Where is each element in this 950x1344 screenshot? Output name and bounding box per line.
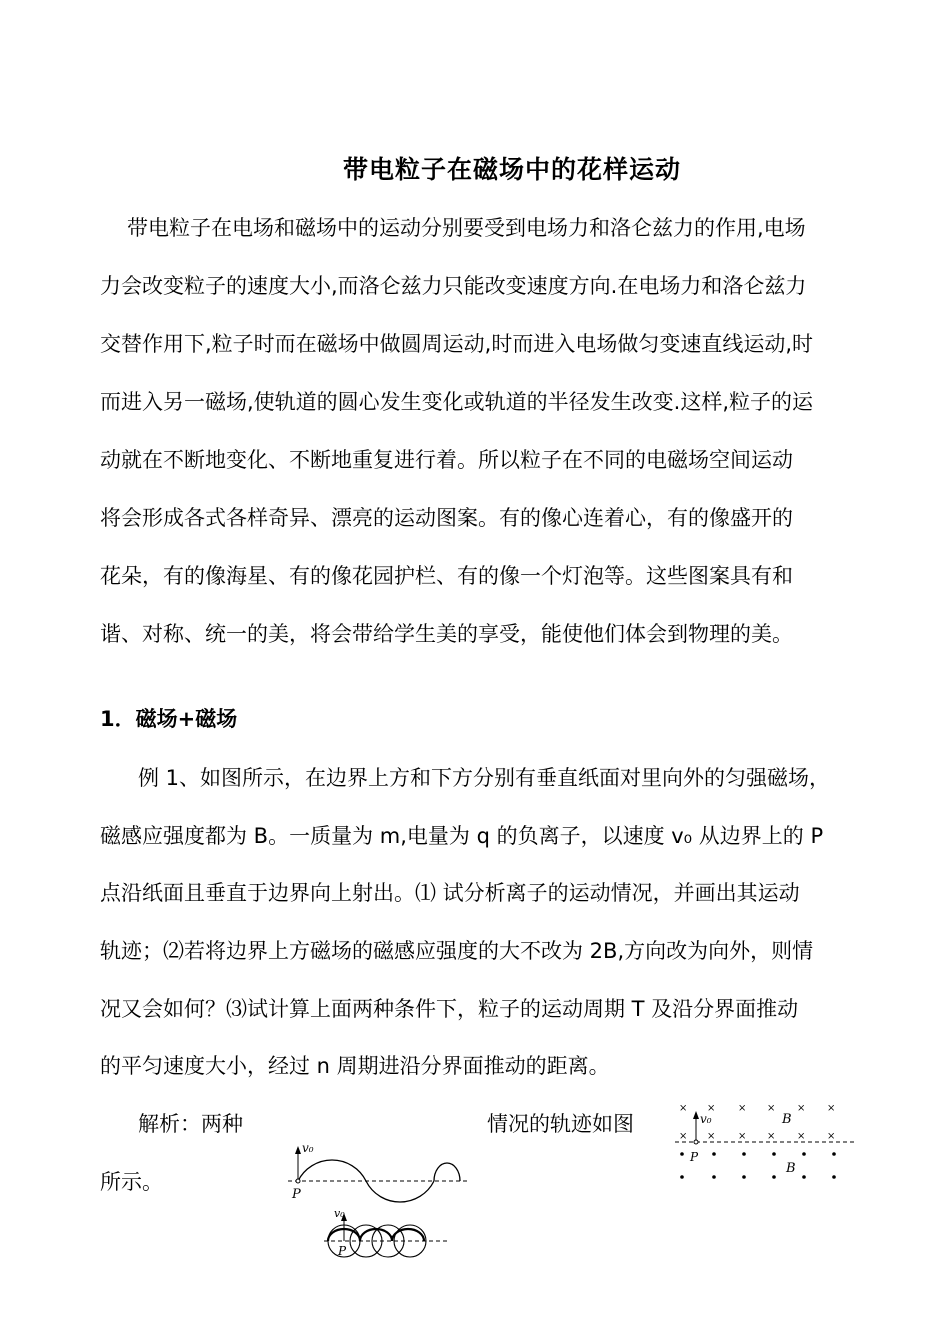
svg-text:×: × xyxy=(827,1103,836,1114)
svg-text:×: × xyxy=(767,1103,776,1114)
point-p-label: P xyxy=(338,1244,347,1258)
svg-text:×: × xyxy=(738,1131,747,1142)
svg-text:×: × xyxy=(827,1131,836,1142)
example-line: 轨迹；⑵若将边界上方磁场的磁感应强度的大不改为 2B,方向改为向外，则情 xyxy=(100,939,814,963)
intro-line: 带电粒子在电场和磁场中的运动分别要受到电场力和洛仑兹力的作用,电场 xyxy=(127,216,806,240)
intro-line: 花朵，有的像海星、有的像花园护栏、有的像一个灯泡等。这些图案具有和 xyxy=(100,564,793,588)
intro-line: 交替作用下,粒子时而在磁场中做圆周运动,时而进入电场做匀变速直线运动,时 xyxy=(100,332,814,356)
example-line: 例 1、如图所示，在边界上方和下方分别有垂直纸面对里向外的匀强磁场， xyxy=(138,766,831,790)
example-line: 况又会如何？⑶试计算上面两种条件下，粒子的运动周期 T 及沿分界面推动 xyxy=(100,997,799,1021)
v0-label: v₀ xyxy=(334,1207,345,1220)
svg-text:×: × xyxy=(707,1103,716,1114)
trajectory-figure-1 xyxy=(280,1130,480,1210)
svg-text:×: × xyxy=(797,1131,806,1142)
field-diagram xyxy=(670,1095,860,1190)
svg-text:×: × xyxy=(707,1131,716,1142)
intro-line: 谐、对称、统一的美，将会带给学生美的享受，能使他们体会到物理的美。 xyxy=(100,622,793,646)
point-p-label: P xyxy=(690,1150,699,1164)
field-b-upper-label: B xyxy=(782,1112,792,1127)
intro-line: 而进入另一磁场,使轨道的圆心发生变化或轨道的半径发生改变.这样,粒子的运 xyxy=(100,390,814,414)
field-b-lower-label: B xyxy=(786,1161,796,1176)
intro-line: 力会改变粒子的速度大小,而洛仑兹力只能改变速度方向.在电场力和洛仑兹力 xyxy=(100,274,807,298)
analysis-text-start: 解析：两种 xyxy=(138,1112,243,1136)
svg-text:×: × xyxy=(679,1131,688,1142)
example-line: 磁感应强度都为 B。一质量为 m,电量为 q 的负离子，以速度 v₀ 从边界上的 P xyxy=(100,824,824,848)
svg-text:×: × xyxy=(738,1103,747,1114)
analysis-text-middle: 情况的轨迹如图 xyxy=(487,1112,634,1136)
svg-text:×: × xyxy=(679,1103,688,1114)
intro-line: 动就在不断地变化、不断地重复进行着。所以粒子在不同的电磁场空间运动 xyxy=(100,448,793,472)
section-heading: 1．磁场+磁场 xyxy=(100,707,238,731)
trajectory-figure-2 xyxy=(320,1205,460,1275)
analysis-text-end: 所示。 xyxy=(100,1170,163,1194)
example-line: 的平匀速度大小，经过 n 周期进沿分界面推动的距离。 xyxy=(100,1054,610,1078)
example-line: 点沿纸面且垂直于边界向上射出。⑴ 试分析离子的运动情况，并画出其运动 xyxy=(100,881,800,905)
page-title: 带电粒子在磁场中的花样运动 xyxy=(342,155,681,184)
intro-line: 将会形成各式各样奇异、漂亮的运动图案。有的像心连着心，有的像盛开的 xyxy=(100,506,793,530)
v0-label: v₀ xyxy=(700,1112,712,1126)
v0-label: v₀ xyxy=(302,1141,314,1155)
svg-text:×: × xyxy=(767,1131,776,1142)
point-p-label: P xyxy=(292,1187,301,1202)
svg-text:×: × xyxy=(797,1103,806,1114)
